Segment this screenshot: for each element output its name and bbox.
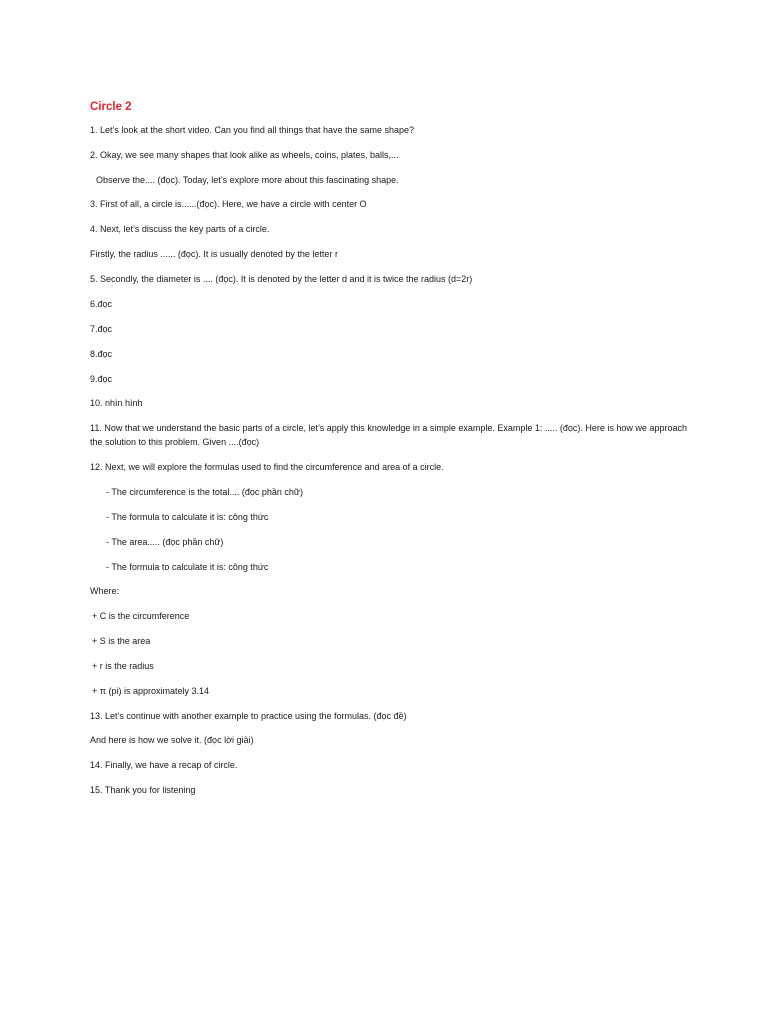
- paragraph-radius: Firstly, the radius ...... (đọc). It is usually denoted by the letter r: [90, 249, 338, 259]
- where-item-pi: + π (pi) is approximately 3.14: [92, 686, 210, 696]
- paragraph-10: 10. nhìn hình: [90, 398, 143, 408]
- paragraph-13: 13. Let’s continue with another example to practice using the formulas. (đọc đề): [90, 711, 407, 721]
- formula-area-desc: - The area..... (đọc phần chữ): [106, 537, 224, 547]
- paragraph-8: 8.đọc: [90, 349, 113, 359]
- document-title: Circle 2: [90, 101, 132, 113]
- paragraph-1: 1. Let’s look at the short video. Can you find all things that have the same shape?: [90, 125, 415, 135]
- paragraph-9: 9.đọc: [90, 374, 113, 384]
- paragraph-12: 12. Next, we will explore the formulas used to find the circumference and area of a circle.: [90, 462, 444, 472]
- formula-circumference: - The formula to calculate it is: công thức: [106, 512, 269, 522]
- formula-circumference-desc: - The circumference is the total.... (đọc phần chữ): [106, 487, 303, 497]
- where-item-s: + S is the area: [92, 636, 151, 646]
- where-item-c: + C is the circumference: [92, 611, 190, 621]
- formula-area: - The formula to calculate it is: công thức: [106, 562, 269, 572]
- paragraph-14: 14. Finally, we have a recap of circle.: [90, 760, 238, 770]
- paragraph-5: 5. Secondly, the diameter is .... (đọc). It is denoted by the letter d and it is twice the radius (d=2r): [90, 274, 473, 284]
- paragraph-solve: And here is how we solve it. (đọc lời giải): [90, 735, 254, 745]
- paragraph-7: 7.đọc: [90, 324, 113, 334]
- paragraph-4: 4. Next, let’s discuss the key parts of a circle.: [90, 224, 270, 234]
- paragraph-2-observe: Observe the.... (đọc). Today, let’s explore more about this fascinating shape.: [96, 175, 399, 185]
- paragraph-3: 3. First of all, a circle is......(đọc). Here, we have a circle with center O: [90, 199, 367, 209]
- paragraph-11: 11. Now that we understand the basic parts of a circle, let’s apply this knowledge in a simple example. Example 1: ..... (đọc). Here is how we approach the solution to this problem. Given ....(đọc): [90, 423, 687, 447]
- where-item-r: + r is the radius: [92, 661, 154, 671]
- where-label: Where:: [90, 586, 120, 596]
- paragraph-2: 2. Okay, we see many shapes that look alike as wheels, coins, plates, balls,...: [90, 150, 399, 160]
- paragraph-6: 6.đọc: [90, 299, 113, 309]
- paragraph-15: 15. Thank you for listening: [90, 785, 196, 795]
